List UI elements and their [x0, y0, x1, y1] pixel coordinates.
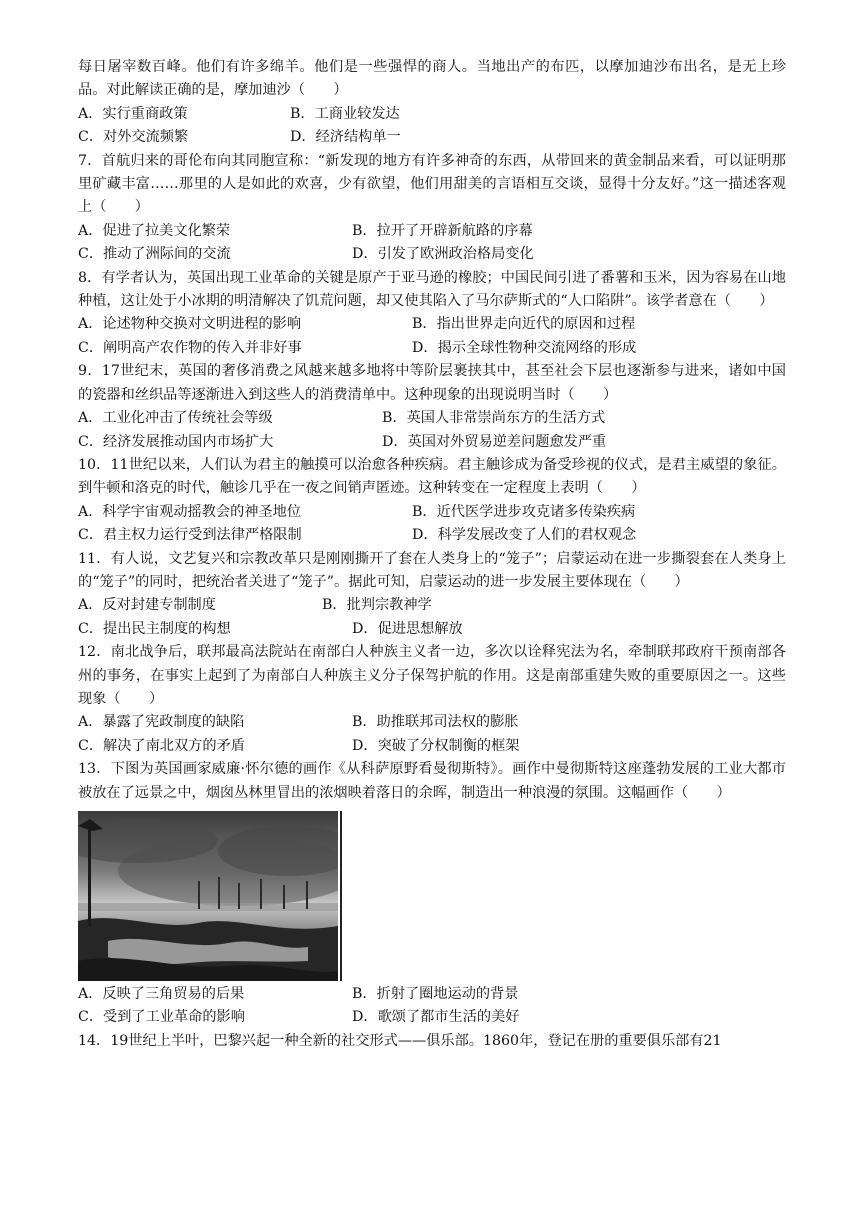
- option-d: D．经济结构单一: [290, 129, 401, 146]
- option-a: A．反映了三角贸易的后果: [78, 986, 245, 1002]
- question-9-options-row-2: [78, 431, 786, 454]
- question-11-options-row-1: [78, 594, 786, 617]
- exam-page: [78, 56, 786, 1053]
- option-d: D．歌颂了都市生活的美好: [352, 1009, 520, 1026]
- option-a: A．工业化冲击了传统社会等级: [78, 410, 273, 427]
- option-d: D．突破了分权制衡的框架: [352, 737, 520, 754]
- question-7-options-row-2: [78, 243, 786, 266]
- option-b: B．助推联邦司法权的膨胀: [352, 714, 519, 731]
- option-a: A．暴露了宪政制度的缺陷: [78, 714, 245, 731]
- option-c: C．受到了工业革命的影响: [78, 1009, 245, 1026]
- option-d: D．揭示全球性物种交流网络的形成: [412, 339, 637, 356]
- option-a: A．反对封建专制制度: [78, 597, 216, 614]
- option-b: B．英国人非常崇尚东方的生活方式: [382, 410, 606, 427]
- question-12-stem: 12．南北战争后，联邦最高法院站在南部白人种族主义者一边，多次以诠释宪法为名，牵制联邦政府干预南部各州的事务，在事实上起到了为南部白人种族主义分子保驾护航的作用。这是南部重建失败的重要原因之一。这些现象（ ）: [78, 644, 786, 707]
- question-11-options-row-2: [78, 618, 786, 641]
- option-c: C．君主权力运行受到法律严格限制: [78, 527, 302, 544]
- question-10-options-row-2: [78, 524, 786, 547]
- question-14-stem: 14．19世纪上半叶，巴黎兴起一种全新的社交形式——俱乐部。1860年，登记在册的重要俱乐部有21: [78, 1032, 722, 1049]
- question-13-stem: 13．下图为英国画家威廉·怀尔德的画作《从科萨原野看曼彻斯特》。画作中曼彻斯特这座蓬勃发展的工业大都市被放在了远景之中，烟囱丛林里冒出的浓烟映着落日的余晖，制造出一种浪漫的氛围。这幅画作（ ）: [78, 761, 786, 801]
- option-a: A．论述物种交换对文明进程的影响: [78, 316, 302, 333]
- option-d: D．英国对外贸易逆差问题愈发严重: [382, 433, 607, 450]
- question-7-options-row-1: [78, 220, 786, 243]
- question-6-options-row-1: [78, 103, 786, 126]
- painting-image: [78, 811, 342, 981]
- option-a: A．实行重商政策: [78, 105, 188, 122]
- question-9-options-row-1: [78, 407, 786, 430]
- option-b: B．拉开了开辟新航路的序幕: [352, 222, 533, 239]
- question-12-options-row-1: [78, 711, 786, 734]
- question-8-options-row-1: [78, 313, 786, 336]
- question-6-stem-continued: 每日屠宰数百峰。他们有许多绵羊。他们是一些强悍的商人。当地出产的布匹，以摩加迪沙布出名，是无上珍品。对此解读正确的是，摩加迪沙（ ）: [78, 59, 786, 99]
- option-c: C．提出民主制度的构想: [78, 620, 231, 637]
- option-d: D．引发了欧洲政治格局变化: [352, 246, 534, 263]
- question-12-options-row-2: [78, 735, 786, 758]
- question-10-stem: 10．11世纪以来，人们认为君主的触摸可以治愈各种疾病。君主触诊成为备受珍视的仪式，是君主威望的象征。到牛顿和洛克的时代，触诊几乎在一夜之间销声匿迹。这种转变在一定程度上表明（ ）: [78, 456, 786, 497]
- option-d: D．科学发展改变了人们的君权观念: [412, 527, 637, 544]
- option-b: B．近代医学进步攻克诸多传染疾病: [412, 503, 636, 520]
- question-6-options-row-2: [78, 126, 786, 149]
- option-c: C．推动了洲际间的交流: [78, 246, 231, 263]
- option-b: B．工商业较发达: [290, 105, 400, 122]
- option-b: B．折射了圈地运动的背景: [352, 986, 519, 1002]
- option-d: D．促进思想解放: [352, 620, 463, 637]
- option-c: C．对外交流频繁: [78, 129, 189, 146]
- question-8-stem: 8．有学者认为，英国出现工业革命的关键是原产于亚马逊的橡胶；中国民间引进了番薯和玉米，因为容易在山地种植，这让处于小冰期的明清解决了饥荒问题，却又使其陷入了马尔萨斯式的“人口陷阱”。该学者意在（ ）: [78, 269, 786, 310]
- question-8-options-row-2: [78, 337, 786, 360]
- option-a: A．科学宇宙观动摇教会的神圣地位: [78, 503, 302, 520]
- question-13-options-row-1: [78, 983, 786, 1006]
- option-c: C．经济发展推动国内市场扩大: [78, 433, 274, 450]
- option-c: C．阐明高产农作物的传入并非好事: [78, 339, 302, 356]
- question-13-options-row-2: [78, 1006, 786, 1029]
- question-9-stem: 9．17世纪末，英国的奢侈消费之风越来越多地将中等阶层裹挟其中，甚至社会下层也逐渐参与进来，诸如中国的瓷器和丝织品等逐渐进入到这些人的消费清单中。这种现象的出现说明当时（ ）: [78, 363, 786, 403]
- question-11-stem: 11．有人说，文艺复兴和宗教改革只是刚刚撕开了套在人类身上的“笼子”；启蒙运动在进一步撕裂套在人类身上的“笼子”的同时，把统治者关进了“笼子”。据此可知，启蒙运动的进一步发展主要体现在（ ）: [78, 550, 786, 590]
- option-b: B．指出世界走向近代的原因和过程: [412, 316, 636, 333]
- question-7-stem: 7．首航归来的哥伦布向其同胞宣称：“新发现的地方有许多神奇的东西，从带回来的黄金制品来看，可以证明那里矿藏丰富……那里的人是如此的欢喜，少有欲望，他们用甜美的言语相互交谈，显得十分友好。”这一描述客观上（ ）: [78, 152, 786, 216]
- option-c: C．解决了南北双方的矛盾: [78, 737, 245, 754]
- option-b: B．批判宗教神学: [322, 597, 432, 614]
- question-10-options-row-1: [78, 501, 786, 524]
- option-a: A．促进了拉美文化繁荣: [78, 222, 231, 239]
